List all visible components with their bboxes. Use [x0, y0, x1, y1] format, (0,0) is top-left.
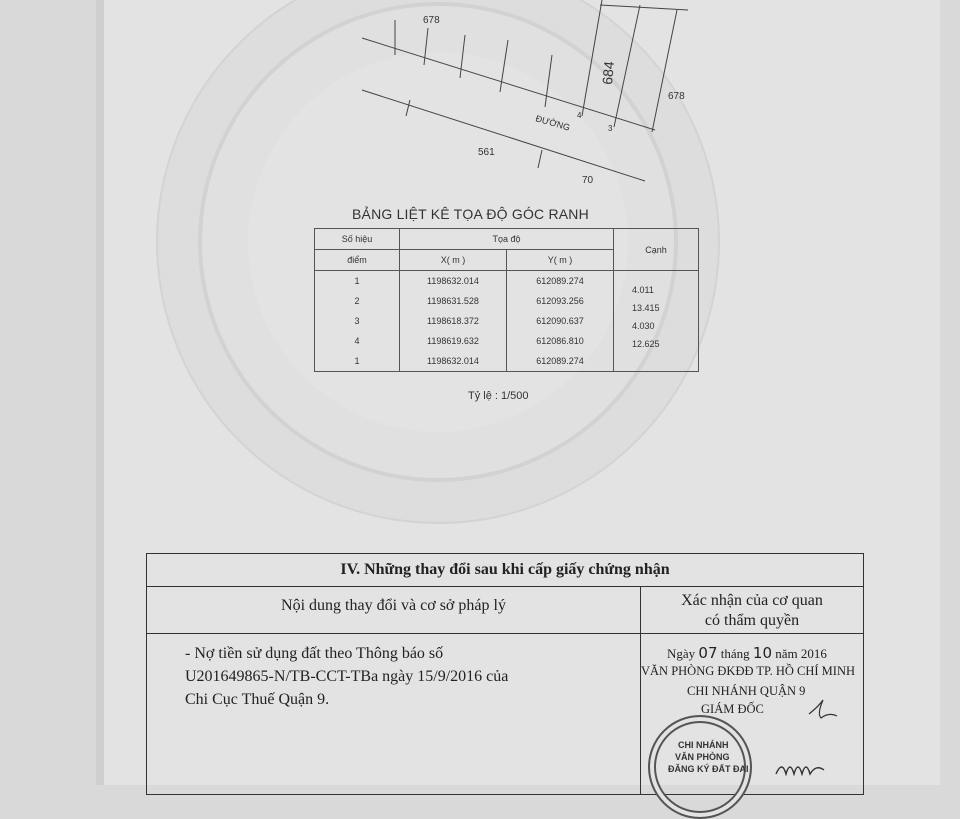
lot-divider [424, 28, 428, 65]
content-line: Chi Cục Thuế Quận 9. [185, 691, 330, 708]
point-header: Số hiệu [315, 229, 400, 250]
parcel-label: 678 [668, 91, 685, 102]
signature [771, 696, 851, 786]
table-row: 1 1198632.014 612089.274 [315, 351, 699, 372]
lot-divider [545, 55, 552, 107]
content-column-header: Nội dung thay đổi và cơ sở pháp lý [147, 587, 641, 633]
lot-divider [460, 35, 465, 78]
handwritten-month: 10 [752, 644, 772, 662]
coord-table-title: BẢNG LIỆT KÊ TỌA ĐỘ GÓC RANH [352, 206, 589, 222]
lot-divider [614, 5, 640, 127]
office-branch: CHI NHÁNH QUẬN 9 [687, 684, 806, 698]
confirmation-date: Ngày 07 tháng 10 năm 2016 [667, 644, 827, 662]
map-scale: Tỷ lệ : 1/500 [468, 390, 529, 402]
edge-value: 13.415 [632, 303, 660, 313]
vertex-label: 4 [577, 111, 582, 120]
edge-header: Cạnh [614, 229, 699, 271]
parcel-map [0, 0, 960, 200]
changes-section [146, 553, 864, 795]
parcel-label: 70 [582, 175, 594, 186]
content-line: - Nợ tiền sử dụng đất theo Thông báo số [185, 645, 444, 662]
lot-divider [538, 150, 542, 168]
x-header: X( m ) [400, 250, 507, 271]
director-title: GIÁM ĐỐC [701, 702, 764, 716]
parcel-label: 678 [423, 15, 440, 26]
parcel-number-label: 684 [599, 60, 618, 86]
table-row: 1 1198632.014 612089.274 4.011 13.415 4.030 12.625 [315, 271, 699, 292]
road-label: ĐƯỜNG [534, 113, 572, 133]
parcel-label: 561 [478, 147, 495, 158]
coord-header: Tọa độ [400, 229, 614, 250]
section-heading: IV. Những thay đổi sau khi cấp giấy chứng nhận [147, 554, 863, 587]
coordinate-table [314, 228, 699, 372]
edge-value: 4.011 [632, 285, 654, 295]
confirm-column-header: Xác nhận của cơ quan có thẩm quyền [681, 592, 823, 629]
edge-value: 4.030 [632, 321, 655, 331]
edge-value: 12.625 [632, 339, 660, 349]
y-header: Y( m ) [507, 250, 614, 271]
vertex-label: 3 [608, 124, 613, 133]
lot-divider [500, 40, 508, 92]
content-line: U201649865-N/TB-CCT-TBa ngày 15/9/2016 của [185, 668, 509, 685]
edge-column [614, 271, 699, 372]
change-content [147, 634, 641, 794]
lot-divider [582, 0, 602, 116]
lot-divider [600, 5, 688, 10]
table-row: 3 1198618.372 612090.637 [315, 311, 699, 331]
lot-divider [652, 10, 677, 132]
road-boundary-line [362, 90, 645, 181]
table-row: 4 1198619.632 612086.810 [315, 331, 699, 351]
office-name: VĂN PHÒNG ĐKĐĐ TP. HỒ CHÍ MINH [641, 664, 856, 678]
table-row: 2 1198631.528 612093.256 [315, 291, 699, 311]
point-header: điểm [315, 250, 400, 271]
lot-divider [406, 100, 410, 116]
handwritten-day: 07 [698, 644, 718, 662]
